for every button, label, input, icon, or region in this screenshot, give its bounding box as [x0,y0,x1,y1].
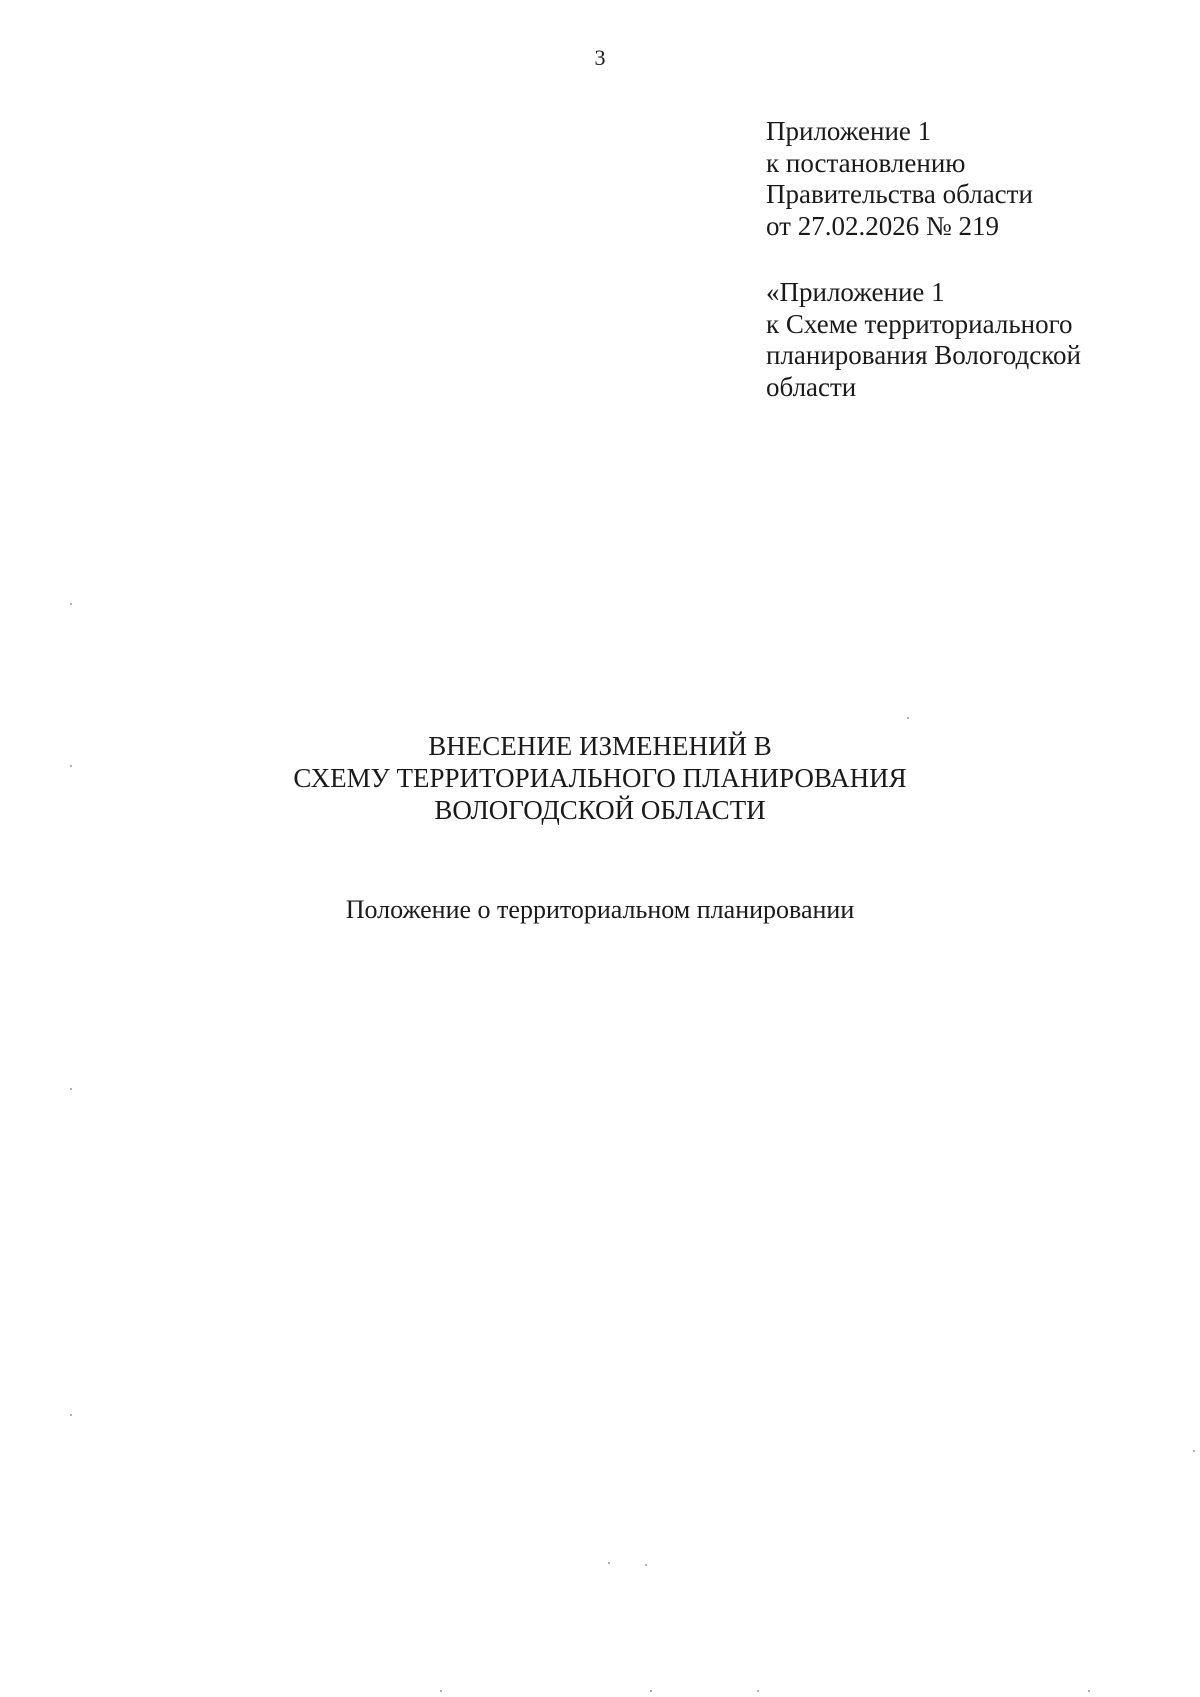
document-title-line: СХЕМУ ТЕРРИТОРИАЛЬНОГО ПЛАНИРОВАНИЯ [293,763,907,793]
document-subtitle: Положение о территориальном планировании [345,895,855,924]
scan-speck [70,603,72,605]
appendix-decree-line: к постановлению [766,147,966,178]
scan-speck [70,1088,72,1090]
appendix-scheme-line: «Приложение 1 [766,277,945,307]
scan-speck [70,1414,72,1416]
scan-speck [1193,1450,1195,1452]
appendix-scheme-line: области [766,371,857,402]
appendix-decree-line: от 27.02.2026 № 219 [766,210,999,241]
document-title-line: ВОЛОГОДСКОЙ ОБЛАСТИ [434,795,766,825]
scan-speck [1088,1690,1090,1692]
scan-speck [907,717,909,719]
appendix-scheme-reference [766,277,1186,403]
document-title [0,730,1200,826]
document-title-line: ВНЕСЕНИЕ ИЗМЕНЕНИЙ В [428,731,772,761]
appendix-scheme-line: планирования Вологодской [766,340,1081,370]
appendix-decree-reference [766,116,1186,242]
scan-speck [757,1690,759,1692]
scan-speck [645,1564,647,1566]
scan-speck [650,1690,652,1692]
scan-speck [70,765,72,767]
page-number: 3 [594,45,606,70]
scan-speck [608,1562,610,1564]
appendix-decree-line: Приложение 1 [766,116,932,146]
appendix-scheme-line: к Схеме территориального [766,308,1073,339]
scan-speck [440,1690,442,1692]
appendix-decree-line: Правительства области [766,179,1033,209]
